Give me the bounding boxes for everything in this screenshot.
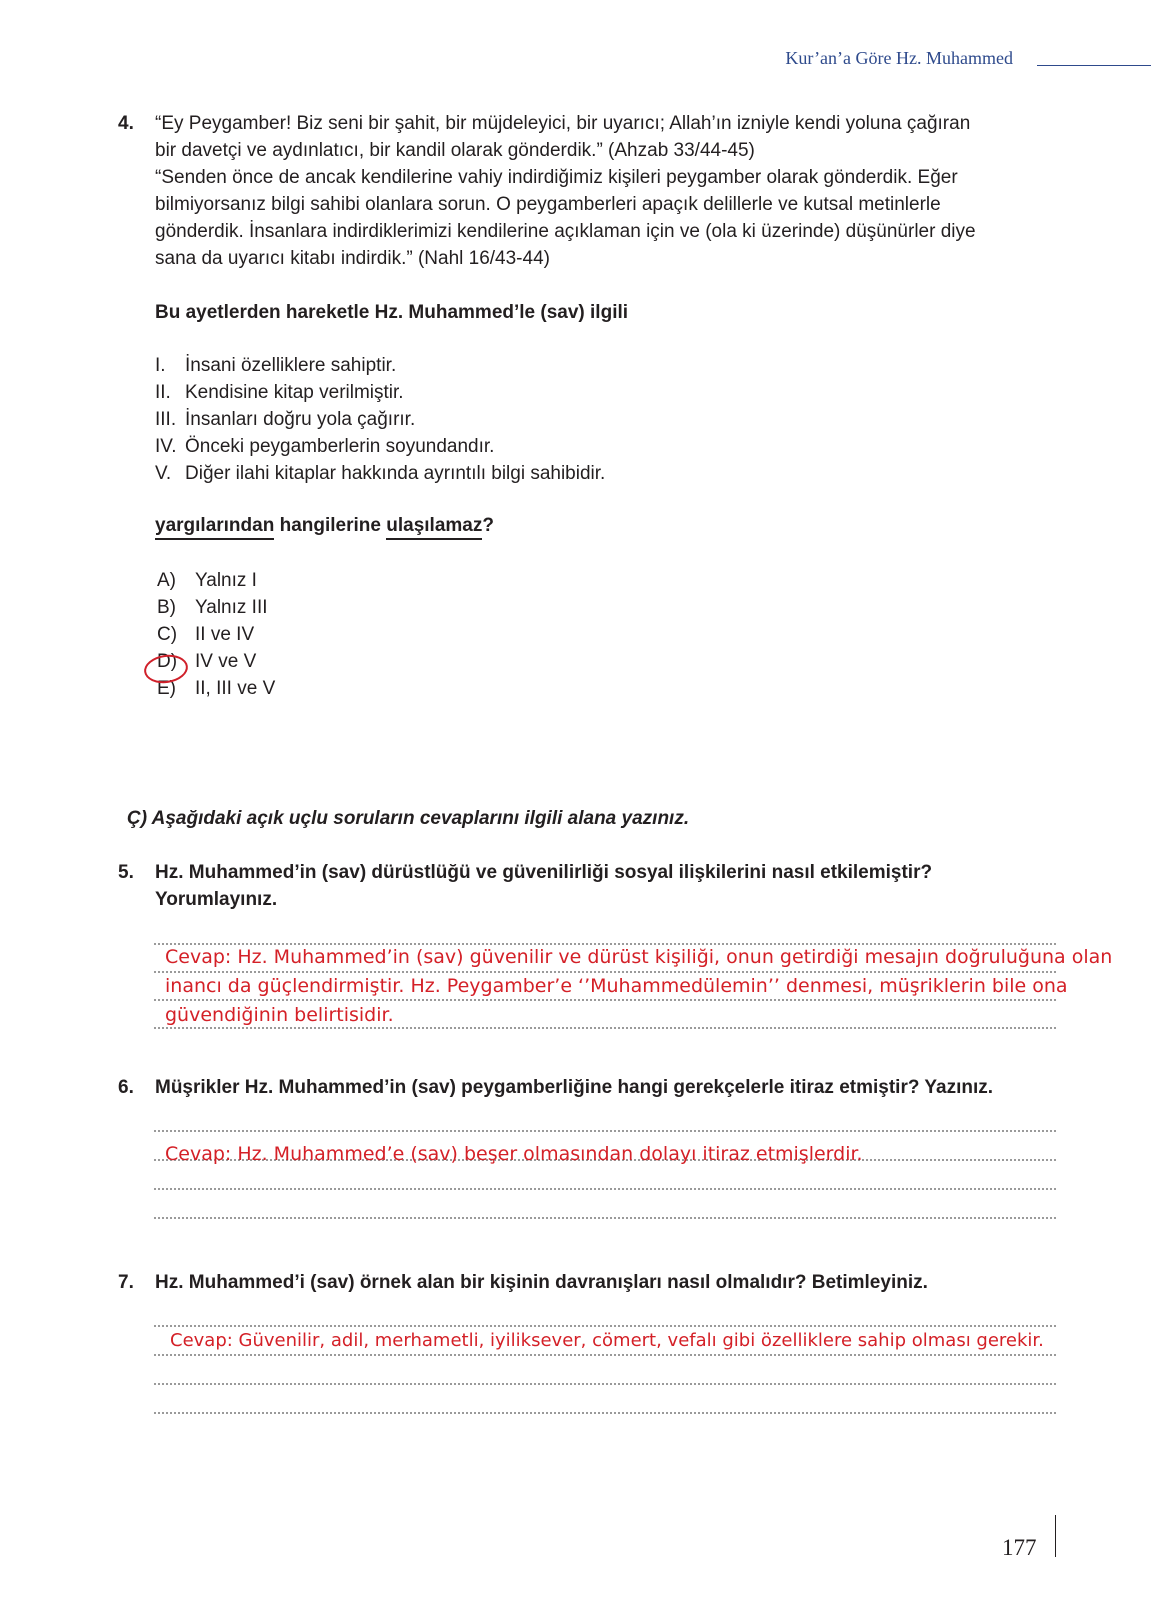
question-4-line: bilmiyorsanız bilgi sahibi olanlara sorun. O peygamberleri apaçık delillerle ve kutsal metinlerle: [155, 194, 941, 215]
statement-item: [155, 379, 605, 406]
question-5-number: 5.: [118, 862, 134, 883]
question-7-number: 7.: [118, 1272, 134, 1293]
question-4-stem-end: ?: [482, 515, 494, 536]
statement-text: Diğer ilahi kitaplar hakkında ayrıntılı bilgi sahibidir.: [185, 463, 606, 484]
question-6-answer: Cevap: Hz. Muhammed’e (sav) beşer olmasından dolayı itiraz etmişlerdir.: [165, 1143, 863, 1165]
option-c[interactable]: [157, 621, 275, 648]
question-4-stem-middle: hangilerine: [274, 515, 387, 536]
statement-numeral: III.: [155, 409, 177, 430]
answer-line: [154, 1188, 1056, 1190]
statement-item: [155, 433, 605, 460]
statement-item: [155, 460, 605, 487]
answer-line: [154, 1412, 1056, 1414]
statement-text: İnsanları doğru yola çağırır.: [185, 409, 416, 430]
statement-item: [155, 406, 605, 433]
option-letter: D): [157, 651, 178, 672]
section-c-title: Ç) Aşağıdaki açık uçlu soruların cevaplarını ilgili alana yazınız.: [127, 808, 690, 829]
statement-text: Önceki peygamberlerin soyundandır.: [185, 436, 495, 457]
underlined-word: yargılarından: [155, 515, 274, 540]
answer-line: [154, 1383, 1056, 1385]
page-number-rule: [1055, 1515, 1056, 1557]
statement-numeral: I.: [155, 355, 166, 376]
option-letter: E): [157, 678, 176, 699]
question-5-answer: [165, 943, 1112, 1030]
question-4-line: sana da uyarıcı kitabı indirdik.” (Nahl 16/43-44): [155, 248, 550, 269]
question-4-text: [155, 110, 976, 272]
option-text: IV ve V: [195, 651, 257, 672]
answer-options: [157, 567, 275, 702]
question-7-text: Hz. Muhammed’i (sav) örnek alan bir kişinin davranışları nasıl olmalıdır? Betimleyiniz.: [155, 1272, 928, 1293]
question-6-text: Müşrikler Hz. Muhammed’in (sav) peygamberliğine hangi gerekçelerle itiraz etmiştir? Yazınız.: [155, 1077, 994, 1098]
question-5-line: Hz. Muhammed’in (sav) dürüstlüğü ve güvenilirliği sosyal ilişkilerini nasıl etkilemiştir?: [155, 862, 933, 883]
statement-text: Kendisine kitap verilmiştir.: [185, 382, 404, 403]
question-4-line: gönderdik. İnsanlara indirdiklerimizi kendilerine açıklaman için ve (ola ki üzerinde) düşünürler diye: [155, 221, 976, 242]
answer-line: [154, 1217, 1056, 1219]
option-text: Yalnız III: [195, 597, 268, 618]
handwritten-answer-line: Cevap: Hz. Muhammed’in (sav) güvenilir ve dürüst kişiliği, onun getirdiği mesajın doğruluğuna olan: [165, 946, 1113, 968]
header-rule: [1037, 65, 1151, 66]
running-header-title: Kur’an’a Göre Hz. Muhammed: [785, 48, 1013, 68]
option-text: Yalnız I: [195, 570, 257, 591]
option-text: II ve IV: [195, 624, 255, 645]
option-b[interactable]: [157, 594, 275, 621]
option-text: II, III ve V: [195, 678, 276, 699]
underlined-word: ulaşılamaz: [386, 515, 482, 540]
question-4-prompt: Bu ayetlerden hareketle Hz. Muhammed’le (sav) ilgili: [155, 302, 629, 323]
handwritten-answer-line: güvendiğinin belirtisidir.: [165, 1004, 394, 1026]
question-5-line: Yorumlayınız.: [155, 889, 278, 910]
handwritten-answer-line: inancı da güçlendirmiştir. Hz. Peygamber’e ‘’Muhammedülemin’’ denmesi, müşriklerin bile ona: [165, 975, 1068, 997]
option-letter: A): [157, 570, 176, 591]
page-number: 177: [1002, 1535, 1037, 1560]
statement-numeral: II.: [155, 382, 171, 403]
question-4-line: “Senden önce de ancak kendilerine vahiy indirdiğimiz kişileri peygamber olarak gönderdik. Eğer: [155, 167, 958, 188]
question-4-stem: [155, 512, 494, 539]
question-4-line: bir davetçi ve aydınlatıcı, bir kandil olarak gönderdik.” (Ahzab 33/44-45): [155, 140, 755, 161]
option-letter: C): [157, 624, 178, 645]
option-letter: B): [157, 597, 176, 618]
answer-line: [154, 1130, 1056, 1132]
statement-list: [155, 352, 605, 487]
question-4-number: 4.: [118, 113, 134, 134]
question-6-number: 6.: [118, 1077, 134, 1098]
statement-numeral: IV.: [155, 436, 177, 457]
option-a[interactable]: [157, 567, 275, 594]
question-5-text: [155, 859, 932, 913]
question-7-answer: Cevap: Güvenilir, adil, merhametli, iyiliksever, cömert, vefalı gibi özelliklere sahip olması gerekir.: [170, 1330, 1044, 1351]
statement-item: [155, 352, 605, 379]
statement-numeral: V.: [155, 463, 172, 484]
question-4-line: “Ey Peygamber! Biz seni bir şahit, bir müjdeleyici, bir uyarıcı; Allah’ın izniyle kendi yoluna çağıran: [155, 113, 971, 134]
statement-text: İnsani özelliklere sahiptir.: [185, 355, 397, 376]
